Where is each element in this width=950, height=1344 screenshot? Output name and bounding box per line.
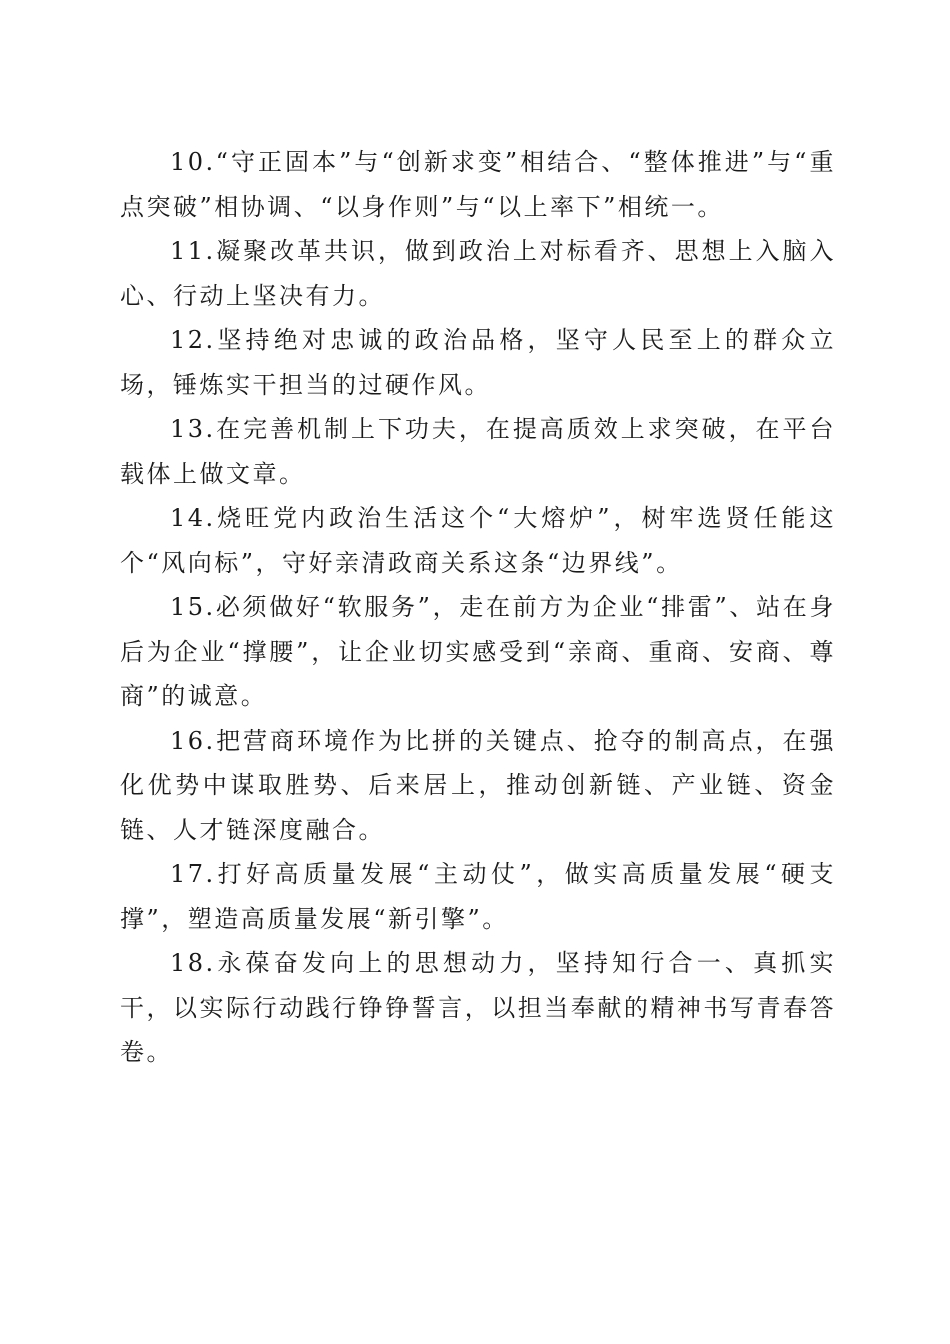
paragraph-11: 11.凝聚改革共识，做到政治上对标看齐、思想上入脑入心、行动上坚决有力。 bbox=[120, 237, 836, 310]
paragraph-16: 16.把营商环境作为比拼的关键点、抢夺的制高点，在强化优势中谋取胜势、后来居上，推动创新链、产业链、资金链、人才链深度融合。 bbox=[120, 726, 836, 844]
paragraph-18: 18.永葆奋发向上的思想动力，坚持知行合一、真抓实干，以实际行动践行铮铮誓言，以担当奉献的精神书写青春答卷。 bbox=[120, 949, 836, 1066]
paragraph-17: 17.打好高质量发展“主动仗”，做实高质量发展“硬支撑”，塑造高质量发展“新引擎”。 bbox=[120, 860, 836, 933]
document-body bbox=[120, 140, 836, 1075]
paragraph-15: 15.必须做好“软服务”，走在前方为企业“排雷”、站在身后为企业“撑腰”，让企业切实感受到“亲商、重商、安商、尊商”的诚意。 bbox=[120, 593, 836, 710]
paragraph-13: 13.在完善机制上下功夫，在提高质效上求突破，在平台载体上做文章。 bbox=[120, 415, 836, 488]
paragraph-12: 12.坚持绝对忠诚的政治品格，坚守人民至上的群众立场，锤炼实干担当的过硬作风。 bbox=[120, 326, 836, 399]
paragraph-14: 14.烧旺党内政治生活这个“大熔炉”，树牢选贤任能这个“风向标”，守好亲清政商关系这条“边界线”。 bbox=[120, 504, 836, 577]
paragraph-10: 10.“守正固本”与“创新求变”相结合、“整体推进”与“重点突破”相协调、“以身作则”与“以上率下”相统一。 bbox=[120, 148, 836, 221]
